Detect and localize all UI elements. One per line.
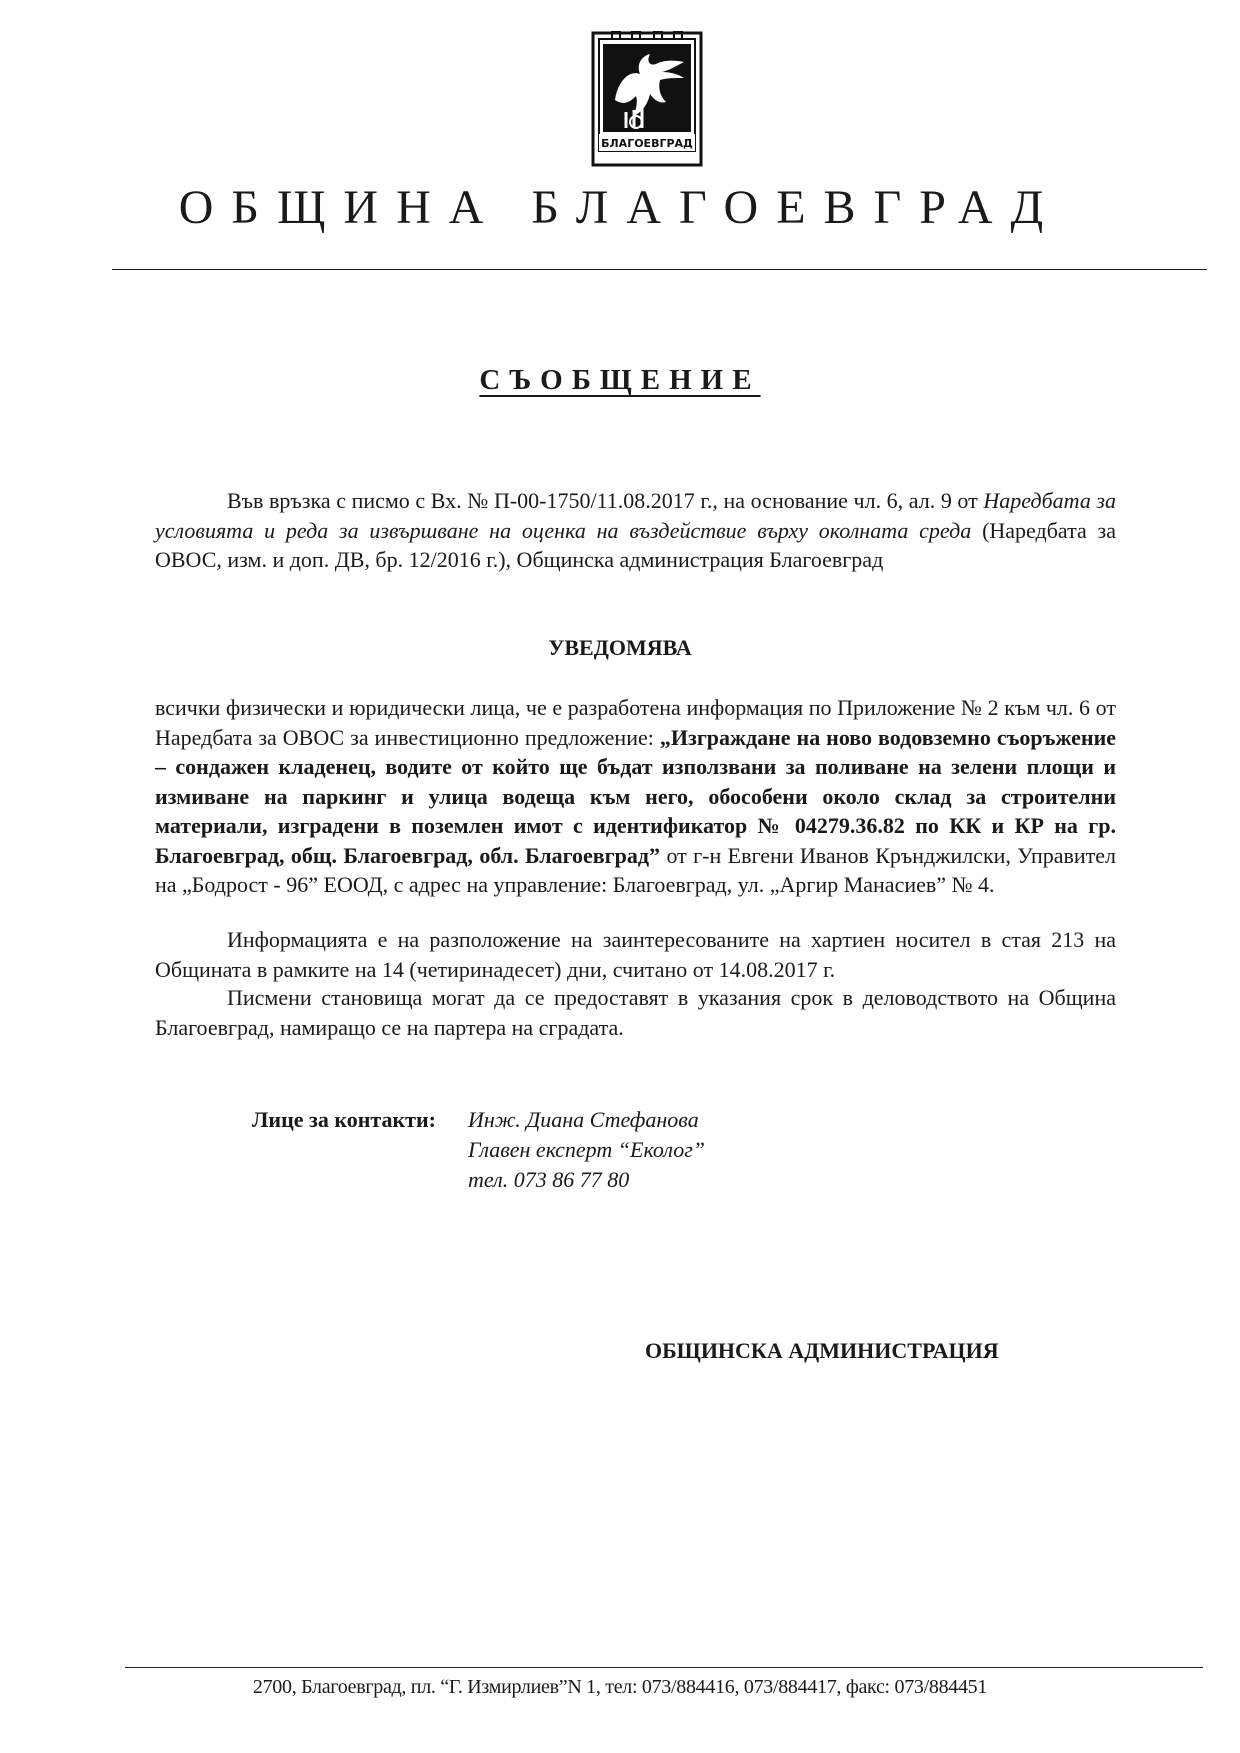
footer-address: 2700, Благоевград, пл. “Г. Измирлиев”N 1, тел: 073/884416, 073/884417, факс: 073/884451: [252, 1676, 988, 1698]
notice-lead: всички физически и юридически лица, че е разработена информация по Приложение № 2 към чл. 6 от Наредбата за ОВОС за инвестиционно предложение:: [155, 695, 1116, 750]
intro-lead: Във връзка с писмо с Вх. № П-00-1750/11.08.2017 г., на основание чл. 6, ал. 9 от: [227, 488, 978, 513]
organization-name: ОБЩИНА БЛАГОЕВГРАД: [178, 181, 1062, 234]
opinions-text: Писмени становища могат да се предоставят в указания срок в деловодството на Община Благоевград, намиращо се на партера на сградата.: [155, 985, 1116, 1040]
intro-tail: (Наредбата за ОВОС, изм. и доп. ДВ, бр. 12/2016 г.), Общинска администрация Благоевград: [155, 517, 1117, 572]
opinions-paragraph: [155, 983, 1116, 1042]
crest-caption: БЛАГОЕВГРАД: [601, 137, 693, 150]
footer-divider: [125, 1667, 1203, 1668]
regulation-name: Наредбата за условията и реда за извършване на оценка на въздействие върху околната среда: [155, 488, 1116, 543]
contact-name: Инж. Диана Стефанова: [468, 1107, 699, 1132]
availability-paragraph: [155, 925, 1116, 984]
notice-verb: УВЕДОМЯВА: [548, 635, 692, 660]
notice-paragraph: [155, 693, 1116, 900]
header-divider: [112, 269, 1207, 270]
document-title: СЪОБЩЕНИЕ: [479, 364, 761, 396]
contact-phone: тел. 073 86 77 80: [468, 1167, 630, 1192]
city-crest-logo: [590, 30, 704, 168]
contact-label: Лице за контакти:: [252, 1107, 436, 1132]
contact-position: Главен експерт “Еколог”: [468, 1137, 706, 1162]
notice-tail: от г-н Евгени Иванов Крънджилски, Управител на „Бодрост - 96” ЕООД, с адрес на управление: Благоевград, ул. „Аргир Манасиев” № 4.: [155, 842, 1116, 897]
intro-paragraph: [155, 486, 1116, 575]
contact-details: [468, 1105, 705, 1195]
signature-block: ОБЩИНСКА АДМИНИСТРАЦИЯ: [645, 1338, 999, 1363]
availability-text: Информацията е на разположение на заинтересованите на хартиен носител в стая 213 на Общината в рамките на 14 (четиринадесет) дни, считано от 14.08.2017 г.: [155, 927, 1116, 982]
project-description: „Изграждане на ново водовземно съоръжение – сондажен кладенец, водите от който ще бъдат използвани за поливане на зелени площи и измиване на паркинг и улица водеща към него, обособени около склад за строителни материали, изградени в поземлен имот с идентификатор № 04279.36.82 по КК и КР на гр. Благоевград, общ. Благоевград, обл. Благоевград”: [155, 724, 1117, 868]
